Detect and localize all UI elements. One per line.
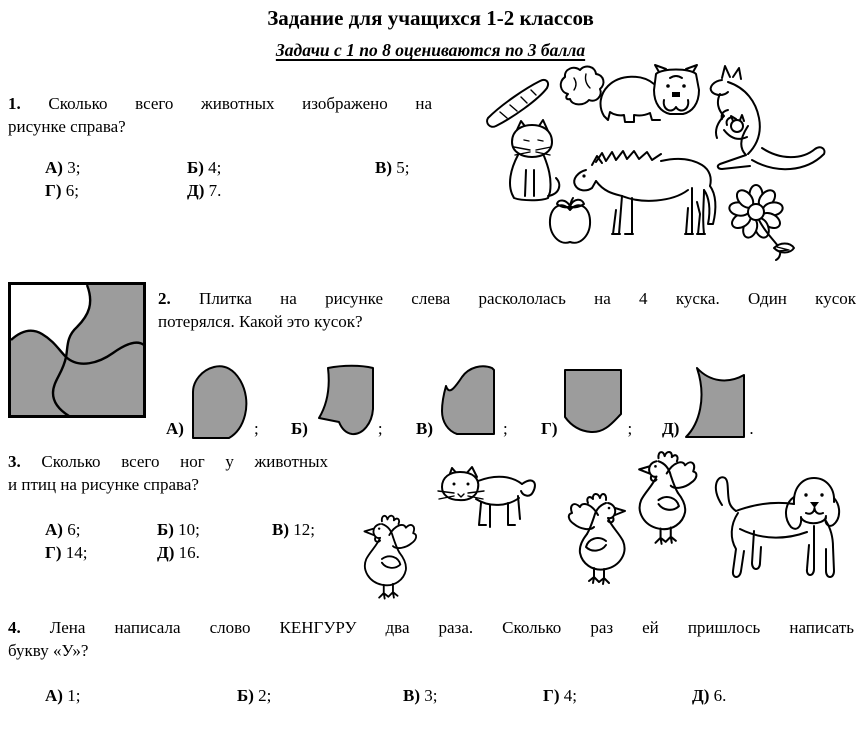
q4-option-a: А) 1; — [45, 686, 81, 705]
pony-icon — [574, 151, 715, 234]
question-3-text: 3. Сколько всего ног у животных и птиц на рисунке справа? — [8, 452, 328, 494]
q4-option-d: Д) 6. — [692, 686, 727, 705]
hen-2-icon — [569, 494, 625, 584]
question-1-number: 1. — [8, 94, 21, 113]
q3-option-a: А) 6; — [45, 520, 81, 539]
broccoli-icon — [561, 67, 604, 105]
q3-animals-figure — [340, 441, 860, 607]
q1-option-b: Б) 4; — [187, 158, 222, 177]
q4-option-v: В) 3; — [403, 686, 438, 705]
q2-shape-a — [188, 362, 252, 440]
bulldog-icon — [601, 65, 699, 122]
q1-option-d: Д) 7. — [187, 181, 222, 200]
q2-option-d: Д) . — [662, 352, 754, 440]
q2-shape-v — [437, 362, 501, 440]
q2-shape-d — [683, 362, 747, 440]
q1-option-g: Г) 6; — [45, 181, 79, 200]
document-title: Задание для учащихся 1-2 классов — [267, 6, 594, 30]
q4-option-g: Г) 4; — [543, 686, 577, 705]
q2-tile-figure — [8, 282, 146, 418]
q3-option-d: Д) 16. — [157, 543, 200, 562]
q2-shape-b — [312, 362, 376, 440]
q2-option-b: Б) ; — [291, 352, 383, 440]
question-3-number: 3. — [8, 452, 21, 471]
document-subtitle: Задачи с 1 по 8 оцениваются по 3 балла — [275, 40, 586, 60]
q3-option-g: Г) 14; — [45, 543, 88, 562]
q1-animals-figure — [456, 62, 858, 276]
kangaroo-icon — [711, 66, 825, 169]
q2-option-a: А) ; — [166, 352, 259, 440]
q2-shape-g — [561, 362, 625, 440]
daisy-flower-icon — [728, 185, 794, 260]
question-2-text: 2. Плитка на рисунке слева раскололась на 4 куска. Один кусок потерялся. Какой это кусок? — [158, 289, 857, 331]
hen-1-icon — [364, 516, 416, 599]
carrot-icon — [487, 80, 548, 127]
q3-option-v: В) 12; — [272, 520, 315, 539]
q4-option-b: Б) 2; — [237, 686, 272, 705]
q2-option-g: Г) ; — [541, 352, 632, 440]
q1-option-a: А) 3; — [45, 158, 81, 177]
question-4-number: 4. — [8, 618, 21, 637]
q3-option-b: Б) 10; — [157, 520, 200, 539]
dog-icon — [716, 477, 839, 577]
sitting-cat-icon — [510, 120, 559, 200]
q1-option-v: В) 5; — [375, 158, 410, 177]
question-4-text: 4. Лена написала слово КЕНГУРУ два раза. Сколько раз ей пришлось написать букву «У»? — [8, 618, 855, 660]
q2-option-v: В) ; — [416, 352, 508, 440]
apple-icon — [550, 198, 590, 243]
question-1-text: 1. Сколько всего животных изображено на рисунке справа? — [8, 94, 432, 136]
walking-cat-icon — [438, 467, 535, 527]
question-2-number: 2. — [158, 289, 171, 308]
hen-3-icon — [639, 452, 696, 544]
